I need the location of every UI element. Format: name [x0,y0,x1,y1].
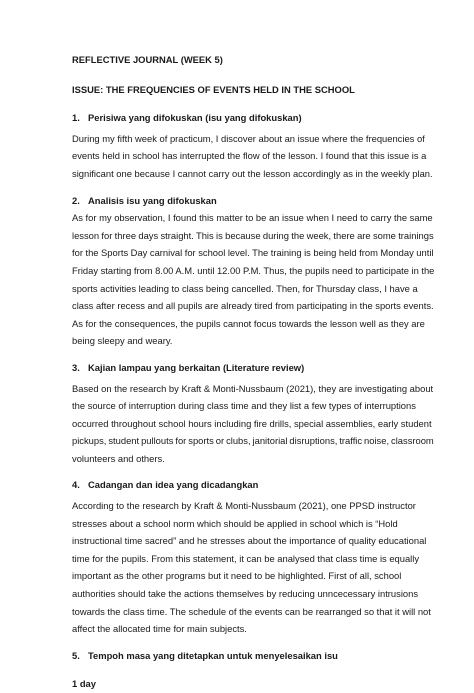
paragraph-line: being sleepy and weary. [72,335,173,347]
section-1-paragraph [72,130,434,183]
section-1-number: 1. [72,112,80,124]
section-4-title: Cadangan dan idea yang dicadangkan [88,479,259,491]
paragraph-line: During my fifth week of practicum, I discover about an issue where the frequencies of [72,132,425,144]
paragraph-line: authorities should take the actions themselves by reducing unncecessary intrusions [72,588,419,600]
paragraph-line: events held in school has interrupted the flow of the lesson. I found that this issue is a [72,150,427,162]
paragraph-line: affect the allocated time for main subjects. [72,623,247,635]
paragraph-line: As for my observation, I found this matter to be an issue when I need to carry the same [72,212,433,224]
journal-title: REFLECTIVE JOURNAL (WEEK 5) [72,54,223,65]
section-5-title: Tempoh masa yang ditetapkan untuk menyelesaikan isu [88,649,338,661]
issue-heading: ISSUE: THE FREQUENCIES OF EVENTS HELD IN THE SCHOOL [72,83,355,95]
section-3-title: Kajian lampau yang berkaitan (Literature review) [88,361,305,373]
section-2-paragraph [72,209,434,350]
paragraph-line: towards the class time. The schedule of the events can be rearranged so that it will not [72,605,431,617]
paragraph-line: Friday starting from 8.00 A.M. until 12.00 P.M. Thus, the pupils need to participate in the [72,264,435,276]
paragraph-line: instructional time sacred” and he stresses about the importance of quality educational [72,535,427,547]
section-4-number: 4. [72,479,80,491]
section-4-heading [72,476,434,494]
section-3-paragraph [72,380,434,468]
section-1-title: Perisiwa yang difokuskan (isu yang difokuskan) [88,112,302,124]
paragraph-line: lesson for three days straight. This is because during the week, there are some trainings [72,229,434,241]
paragraph-line: sports activities leading to class being cancelled. Then, for Thursday class, I have a [72,282,418,294]
section-1-heading [72,109,434,127]
paragraph-line: Based on the research by Kraft & Monti-Nussbaum (2021), they are investigating about [72,382,434,394]
paragraph-line: stresses about a school norm which should be applied in school which is “Hold [72,517,398,529]
paragraph-line: volunteers and others. [72,452,165,464]
paragraph-line: for the Sports Day carnival for school level. The training is being held from Monday until [72,247,434,259]
paragraph-line: According to the research by Kraft & Monti-Nussbaum (2021), one PPSD instructor [72,500,416,512]
section-4-paragraph [72,497,434,638]
paragraph-line: important as the other programs but it need to be highlighted. First of all, school [72,570,402,582]
section-5-answer: 1 day [72,678,96,690]
paragraph-line: the source of interruption during class time and they list a few types of interruptions [72,400,416,412]
paragraph-line: time for the pupils. From this statement, it can be analysed that class time is equally [72,552,420,564]
section-3-heading [72,359,434,377]
paragraph-line: As for the consequences, the pupils cannot focus towards the lesson well as they are [72,317,425,329]
paragraph-line: significant one because I cannot carry out the lesson accordingly as in the weekly plan. [72,167,433,179]
journal-body [72,51,434,693]
paragraph-line: class after recess and all pupils are already tired from participating in the sports events. [72,300,434,312]
section-5-number: 5. [72,649,80,661]
paragraph-line: pickups, student pullouts for sports or clubs, janitorial disruptions, traffic noise, classroom [72,435,434,447]
paragraph-line: occurred throughout school hours including fire drills, special assemblies, early student [72,417,432,429]
section-5-heading [72,647,434,665]
section-3-number: 3. [72,361,80,373]
section-2-number: 2. [72,194,80,206]
section-2-title: Analisis isu yang difokuskan [88,194,217,206]
section-2-heading [72,192,434,210]
